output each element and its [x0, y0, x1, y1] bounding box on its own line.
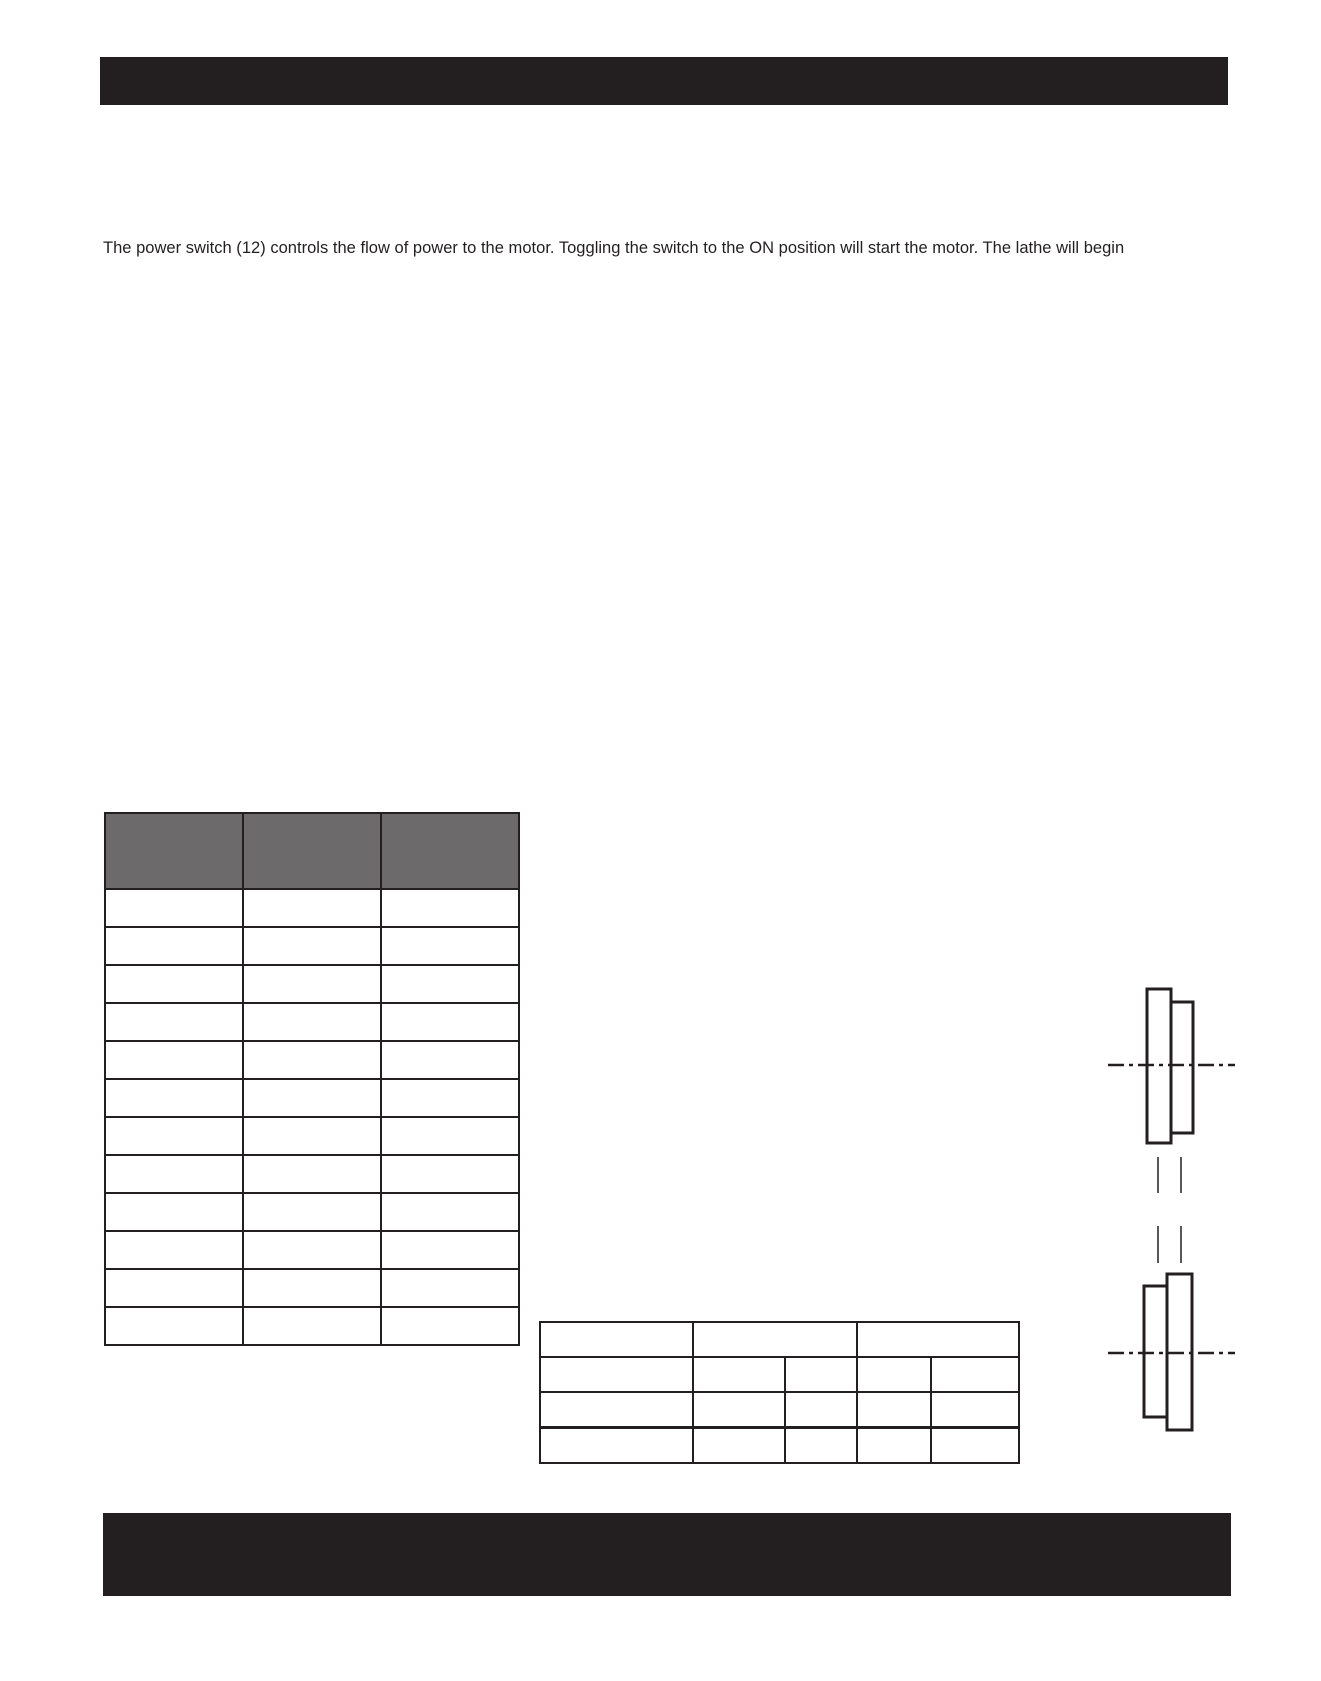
- table-row: [105, 1307, 519, 1345]
- table-cell: [693, 1428, 785, 1464]
- footer-band: [103, 1513, 1231, 1596]
- table-cell: [857, 1392, 931, 1428]
- table-row: [105, 1079, 519, 1117]
- table-cell: [857, 1357, 931, 1392]
- table-cell: [243, 1041, 381, 1079]
- table-cell: [243, 1155, 381, 1193]
- table-cell: [931, 1357, 1019, 1392]
- table-row: [105, 1193, 519, 1231]
- table-row: [105, 1041, 519, 1079]
- table-row: [540, 1428, 1019, 1464]
- table-cell: [785, 1392, 857, 1428]
- table-cell: [381, 1269, 519, 1307]
- table-cell: [857, 1322, 1019, 1357]
- table-cell: [381, 927, 519, 965]
- table-cell: [381, 1307, 519, 1345]
- table-cell: [105, 1269, 243, 1307]
- table-cell: [105, 927, 243, 965]
- table-row: [540, 1392, 1019, 1428]
- table-row: [105, 889, 519, 927]
- belt-position-table: [539, 1321, 1020, 1464]
- table-cell: [243, 1193, 381, 1231]
- table-cell: [540, 1322, 693, 1357]
- table-cell: [693, 1322, 857, 1357]
- speed-chart-table: [104, 812, 520, 1346]
- table-cell: [105, 1117, 243, 1155]
- table-row: [105, 927, 519, 965]
- table-row: [105, 965, 519, 1003]
- table-cell: [243, 1307, 381, 1345]
- table-row: [105, 1117, 519, 1155]
- table-cell: [693, 1392, 785, 1428]
- table-cell: [540, 1428, 693, 1464]
- header-band: [100, 57, 1228, 105]
- pulley-diagram: [1100, 980, 1240, 1440]
- table-row: [105, 1231, 519, 1269]
- table-cell: [105, 965, 243, 1003]
- table-cell: [381, 889, 519, 927]
- table-cell: [243, 1003, 381, 1041]
- table-cell: [105, 1155, 243, 1193]
- table-cell: [243, 1117, 381, 1155]
- motor-pulley-small: [1171, 1002, 1193, 1133]
- table-cell: [105, 889, 243, 927]
- header-cell: [381, 813, 519, 889]
- table-body: [105, 889, 519, 1345]
- table-cell: [105, 1079, 243, 1117]
- table-cell: [381, 1003, 519, 1041]
- table-cell: [105, 1003, 243, 1041]
- table-cell: [381, 1155, 519, 1193]
- table-cell: [243, 889, 381, 927]
- table-cell: [785, 1357, 857, 1392]
- table-cell: [243, 965, 381, 1003]
- table-cell: [105, 1231, 243, 1269]
- table-row: [105, 1269, 519, 1307]
- intro-paragraph: The power switch (12) controls the flow of power to the motor. Toggling the switch to the ON position will start the motor. The lathe will begin: [103, 239, 1125, 257]
- table-row: [540, 1322, 1019, 1357]
- table-cell: [540, 1357, 693, 1392]
- table-cell: [857, 1428, 931, 1464]
- table-cell: [105, 1307, 243, 1345]
- table-cell: [243, 1269, 381, 1307]
- table-cell: [785, 1428, 857, 1464]
- table-cell: [931, 1392, 1019, 1428]
- header-cell: [243, 813, 381, 889]
- table-header-row: [105, 813, 519, 889]
- table-row: [105, 1155, 519, 1193]
- table-cell: [381, 965, 519, 1003]
- table-cell: [105, 1193, 243, 1231]
- table-cell: [243, 927, 381, 965]
- table-cell: [243, 1231, 381, 1269]
- header-cell: [105, 813, 243, 889]
- table-row: [105, 1003, 519, 1041]
- spindle-pulley-small: [1144, 1286, 1167, 1417]
- table-cell: [381, 1117, 519, 1155]
- table-cell: [931, 1428, 1019, 1464]
- table-cell: [381, 1193, 519, 1231]
- table-row: [540, 1357, 1019, 1392]
- table-cell: [381, 1041, 519, 1079]
- table-cell: [381, 1079, 519, 1117]
- table-cell: [243, 1079, 381, 1117]
- table-cell: [540, 1392, 693, 1428]
- table-cell: [105, 1041, 243, 1079]
- table-cell: [693, 1357, 785, 1392]
- table-cell: [381, 1231, 519, 1269]
